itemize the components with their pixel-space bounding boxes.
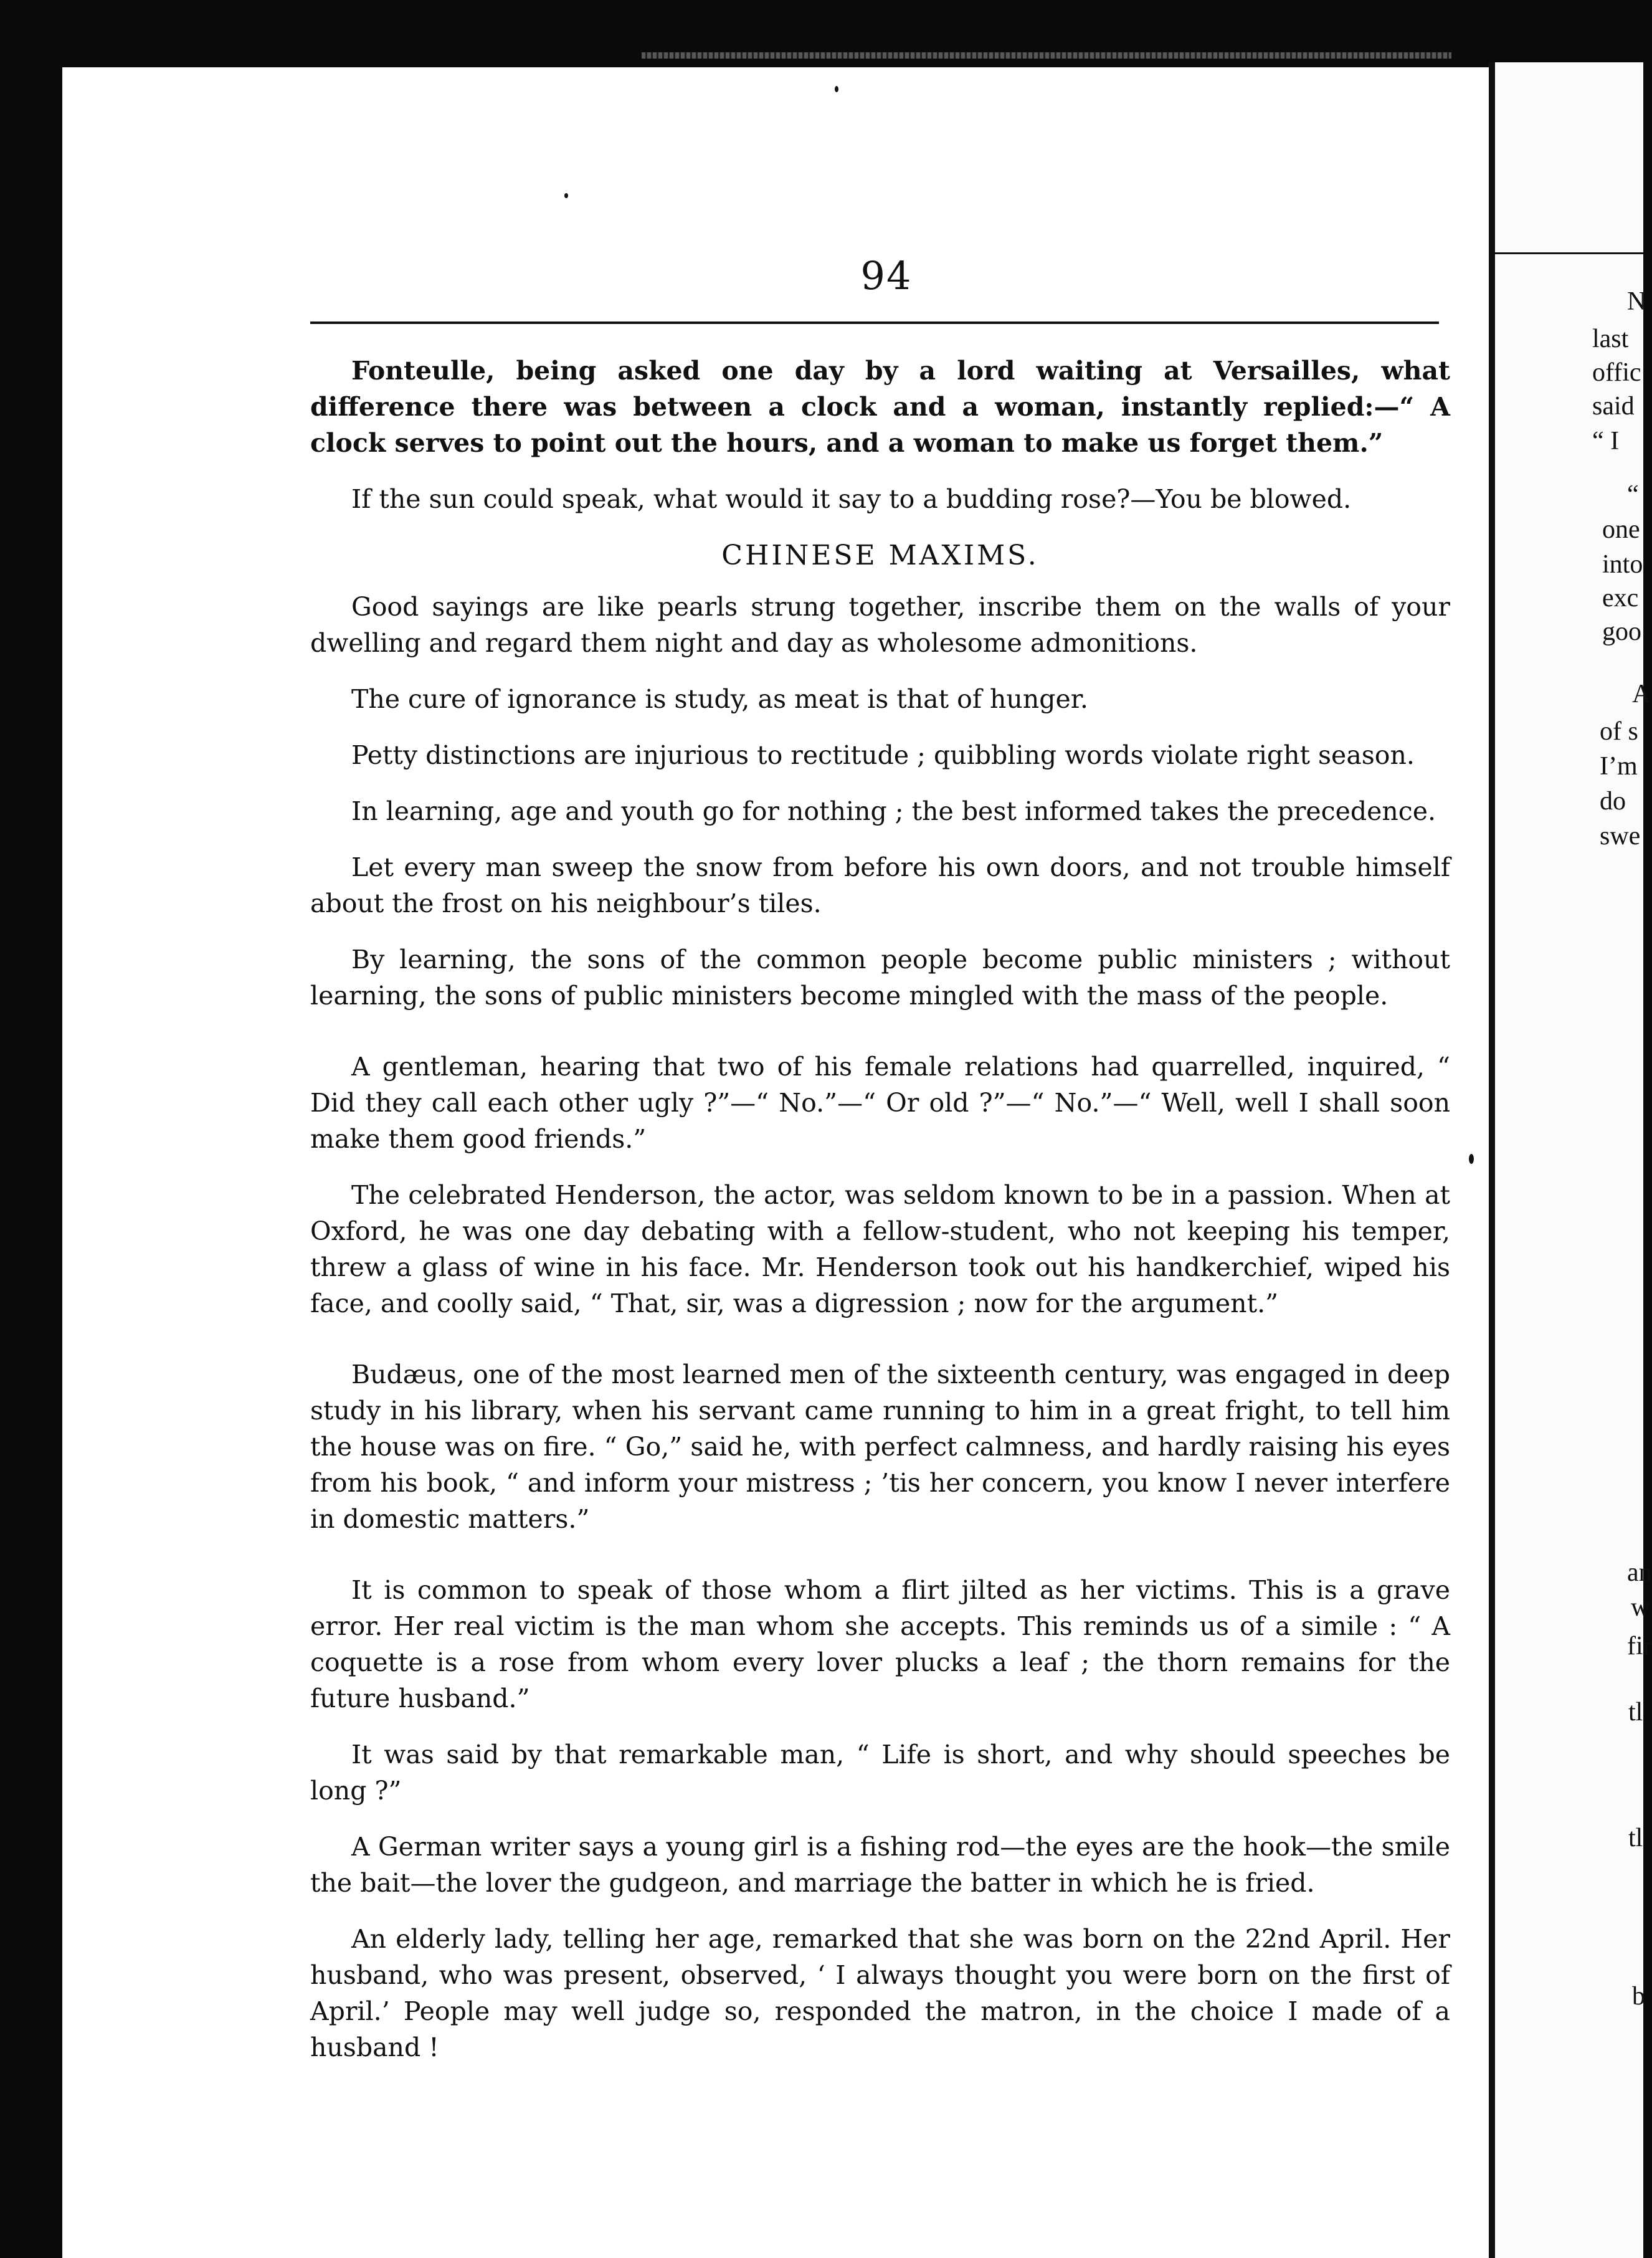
facing-text-fragment: w	[1631, 1593, 1650, 1622]
body-text	[310, 353, 1450, 2085]
facing-text-fragment: tl	[1628, 1824, 1643, 1852]
section-heading: CHINESE MAXIMS.	[721, 540, 1039, 571]
scan-speck	[564, 193, 568, 198]
facing-text-fragment: of s	[1600, 717, 1638, 746]
maxim-item: The cure of ignorance is study, as meat is that of hunger.	[351, 684, 1088, 714]
book-page	[62, 67, 1515, 2258]
maxim-item: Petty distinctions are injurious to rectitude ; quibbling words violate right season.	[351, 740, 1415, 770]
scan-speck	[1469, 1154, 1474, 1164]
maxim-item: Let every man sweep the snow from before his own doors, and not trouble himself about the frost on his neighbour’s tiles.	[310, 852, 1450, 918]
facing-text-fragment: offic	[1592, 358, 1641, 387]
facing-text-fragment: goo	[1602, 617, 1641, 646]
facing-text-fragment: “	[1627, 480, 1639, 509]
facing-text-fragment: I’m	[1600, 752, 1638, 781]
anecdote-item: It is common to speak of those whom a flirt jilted as her victims. This is a grave error. Her real victim is the man whom she accepts. This reminds us of a simile : “ A coquette is a rose from whom every lover plucks a leaf ; the thorn remains for the future husband.”	[310, 1575, 1450, 1713]
facing-text-fragment: N	[1627, 287, 1646, 316]
facing-text-fragment: last	[1592, 325, 1629, 353]
anecdote-item: Budæus, one of the most learned men of the sixteenth century, was engaged in deep study in his library, when his servant came running to him in a great fright, to tell him the house was on fire. “ Go,” said he, with perfect calmness, and hardly raising his eyes from his book, “ and inform your mistress ; ’tis her concern, you know I never interfere in domestic matters.”	[310, 1360, 1450, 1534]
facing-text-fragment: swe	[1600, 822, 1641, 850]
anecdote-item: The celebrated Henderson, the actor, was seldom known to be in a passion. When at Oxford, he was one day debating with a fellow-student, who not keeping his temper, threw a glass of wine in his face. Mr. Henderson took out his handkerchief, wiped his face, and coolly said, “ That, sir, was a digression ; now for the argument.”	[310, 1180, 1450, 1318]
facing-text-fragment: an	[1627, 1558, 1652, 1587]
maxim-item: Good sayings are like pearls strung together, inscribe them on the walls of your dwelling and regard them night and day as wholesome admonitions.	[310, 592, 1450, 658]
anecdote-item: It was said by that remarkable man, “ Life is short, and why should speeches be long ?”	[310, 1740, 1450, 1806]
facing-text-fragment: said	[1592, 392, 1635, 421]
maxim-item: In learning, age and youth go for nothing ; the best informed takes the precedence.	[351, 796, 1436, 826]
facing-text-fragment: fir	[1627, 1632, 1652, 1660]
facing-page	[1495, 62, 1652, 2258]
anecdote-item: A German writer says a young girl is a fishing rod—the eyes are the hook—the smile the bait—the lover the gudgeon, and marriage the batter in which he is fried.	[310, 1832, 1450, 1898]
facing-text-fragment: one	[1602, 515, 1640, 544]
facing-text-fragment: b	[1632, 1982, 1645, 2011]
anecdote-item: A gentleman, hearing that two of his female relations had quarrelled, inquired, “ Did they call each other ugly ?”—“ No.”—“ Or old ?”—“ No.”—“ Well, well I shall soon make them good friends.”	[310, 1052, 1450, 1154]
facing-text-fragment: into	[1602, 550, 1643, 579]
facing-text-fragment: do	[1600, 787, 1626, 816]
facing-text-fragment: “ I	[1592, 427, 1620, 455]
facing-text-fragment: tl	[1628, 1698, 1643, 1727]
facing-text-fragment: A	[1632, 680, 1651, 708]
riddle-sun: If the sun could speak, what would it say to a budding rose?—You be blowed.	[351, 484, 1352, 514]
facing-text-fragment: exc	[1602, 584, 1639, 612]
scan-speck	[835, 86, 838, 92]
anecdote-fonteulle: Fonteulle, being asked one day by a lord waiting at Versailles, what difference there was between a clock and a woman, instantly replied:—“ A clock serves to point out the hours, and a woman to make us forget them.”	[310, 356, 1450, 458]
scan-edge-strip	[642, 52, 1451, 59]
page-fold	[1489, 62, 1495, 2258]
facing-header-rule	[1495, 252, 1643, 254]
anecdote-item: An elderly lady, telling her age, remarked that she was born on the 22nd April. Her husband, who was present, observed, ‘ I always thought you were born on the first of April.’ People may well judge so, responded the matron, in the choice I made of a husband !	[310, 1924, 1450, 2062]
page-number: 94	[860, 253, 913, 298]
header-rule	[310, 322, 1439, 324]
maxim-item: By learning, the sons of the common people become public ministers ; without learning, the sons of public ministers become mingled with the mass of the people.	[310, 945, 1450, 1011]
page-content	[310, 248, 1450, 2062]
